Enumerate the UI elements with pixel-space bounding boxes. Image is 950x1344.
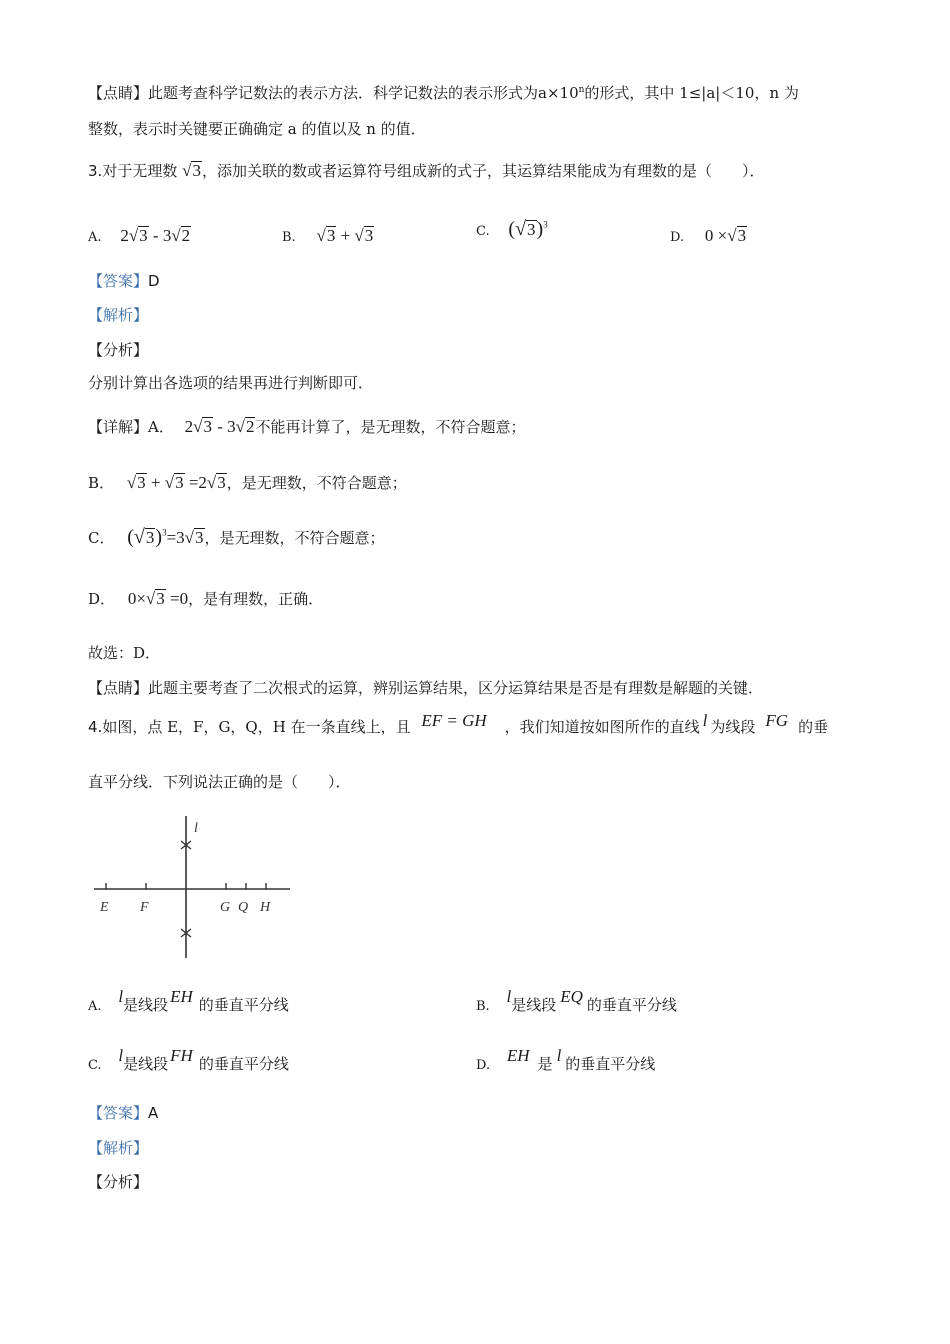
label-g: G — [220, 900, 231, 915]
q4-analysis-label: 【解析】 — [88, 1139, 149, 1157]
q3-stem-post: ，添加关联的数或者运算符号组成新的式子，其运算结果能成为有理数的是（ ）． — [201, 162, 765, 180]
q4-option-b[interactable]: B. l是线段 EQ 的垂直平分线 — [476, 987, 677, 1014]
q4-number: 4. — [88, 718, 103, 736]
exponent-n: n — [578, 85, 585, 95]
q3-detail-d: D． 0×√3 =0，是有理数，正确． — [88, 589, 324, 608]
answer-value: D — [148, 272, 160, 290]
answer-label: 【答案】 — [88, 1104, 149, 1122]
q3-answer — [88, 270, 160, 291]
q3-fenxi-text: 分别计算出各选项的结果再进行判断即可． — [88, 374, 374, 392]
ef-equals-gh: EF = GH — [421, 711, 487, 730]
note-line-1 — [88, 82, 799, 103]
label-q: Q — [238, 900, 249, 915]
q4-stem-line2: 直平分线．下列说法正确的是（ ）． — [88, 773, 351, 791]
option-label: A. — [88, 230, 102, 245]
q3-analysis-label: 【解析】 — [88, 306, 149, 324]
q4-stem-line1: 4.如图，点 E，F，G，Q，H 在一条直线上，且 EF = GH ，我们知道按如图所作的直线 l 为线段 FG 的垂 — [88, 711, 829, 736]
radicand: 3 — [192, 161, 201, 180]
q3-number: 3. — [88, 162, 103, 180]
label-f: F — [140, 900, 149, 915]
label-h: H — [260, 900, 271, 915]
q4-fenxi-label: 【分析】 — [88, 1173, 149, 1191]
q3-note: 【点睛】此题主要考查了二次根式的运算，辨别运算结果，区分运算结果是否是有理数是解题的关键． — [88, 679, 764, 697]
q3-option-b[interactable]: B. √3 + √3 — [282, 226, 374, 245]
label-e: E — [100, 900, 109, 915]
q4-option-c[interactable]: C. l是线段 FH 的垂直平分线 — [88, 1046, 289, 1073]
note-line-2: 整数，表示时关键要正确确定 a 的值以及 n 的值． — [88, 120, 426, 138]
q3-option-c[interactable]: C. $(√3)^3$ — [476, 218, 548, 240]
q3-detail-b: B． √3 + √3 =2√3，是无理数，不符合题意； — [88, 473, 407, 492]
label-l: l — [194, 821, 198, 836]
q3-option-d[interactable]: D. 0 ×√3 — [670, 226, 747, 245]
answer-value: A — [148, 1104, 159, 1122]
note-label: 【点睛】 — [88, 84, 149, 102]
note-text: 此题考查科学记数法的表示方法．科学记数法的表示形式为a×10 — [148, 84, 579, 102]
q3-conclusion: 故选：D． — [88, 644, 161, 662]
sqrt3-expression: √3 — [182, 161, 201, 180]
q3-detail-a: 【详解】A． 2√3 - 3√2不能再计算了，是无理数，不符合题意； — [88, 417, 526, 436]
q3-detail-c: C． $(√3)^3=3√3$，是无理数，不符合题意； — [88, 526, 385, 548]
q3-option-a[interactable]: A. 2√3 - 3√2 — [88, 226, 191, 245]
q4-answer — [88, 1102, 158, 1123]
q3-fenxi-label: 【分析】 — [88, 341, 149, 359]
q3-stem-pre: 对于无理数 — [102, 162, 178, 180]
option-label: B. — [282, 230, 296, 245]
option-label: D. — [670, 230, 685, 245]
answer-label: 【答案】 — [88, 272, 149, 290]
q4-figure — [90, 812, 300, 962]
q4-option-d[interactable]: D. EH 是 l 的垂直平分线 — [476, 1046, 656, 1073]
option-label: C. — [476, 224, 490, 239]
q3-stem — [88, 160, 764, 181]
q4-option-a[interactable]: A. l是线段 EH 的垂直平分线 — [88, 987, 289, 1014]
note-text-tail: 的形式，其中 1≤|a|＜10，n 为 — [584, 84, 799, 102]
